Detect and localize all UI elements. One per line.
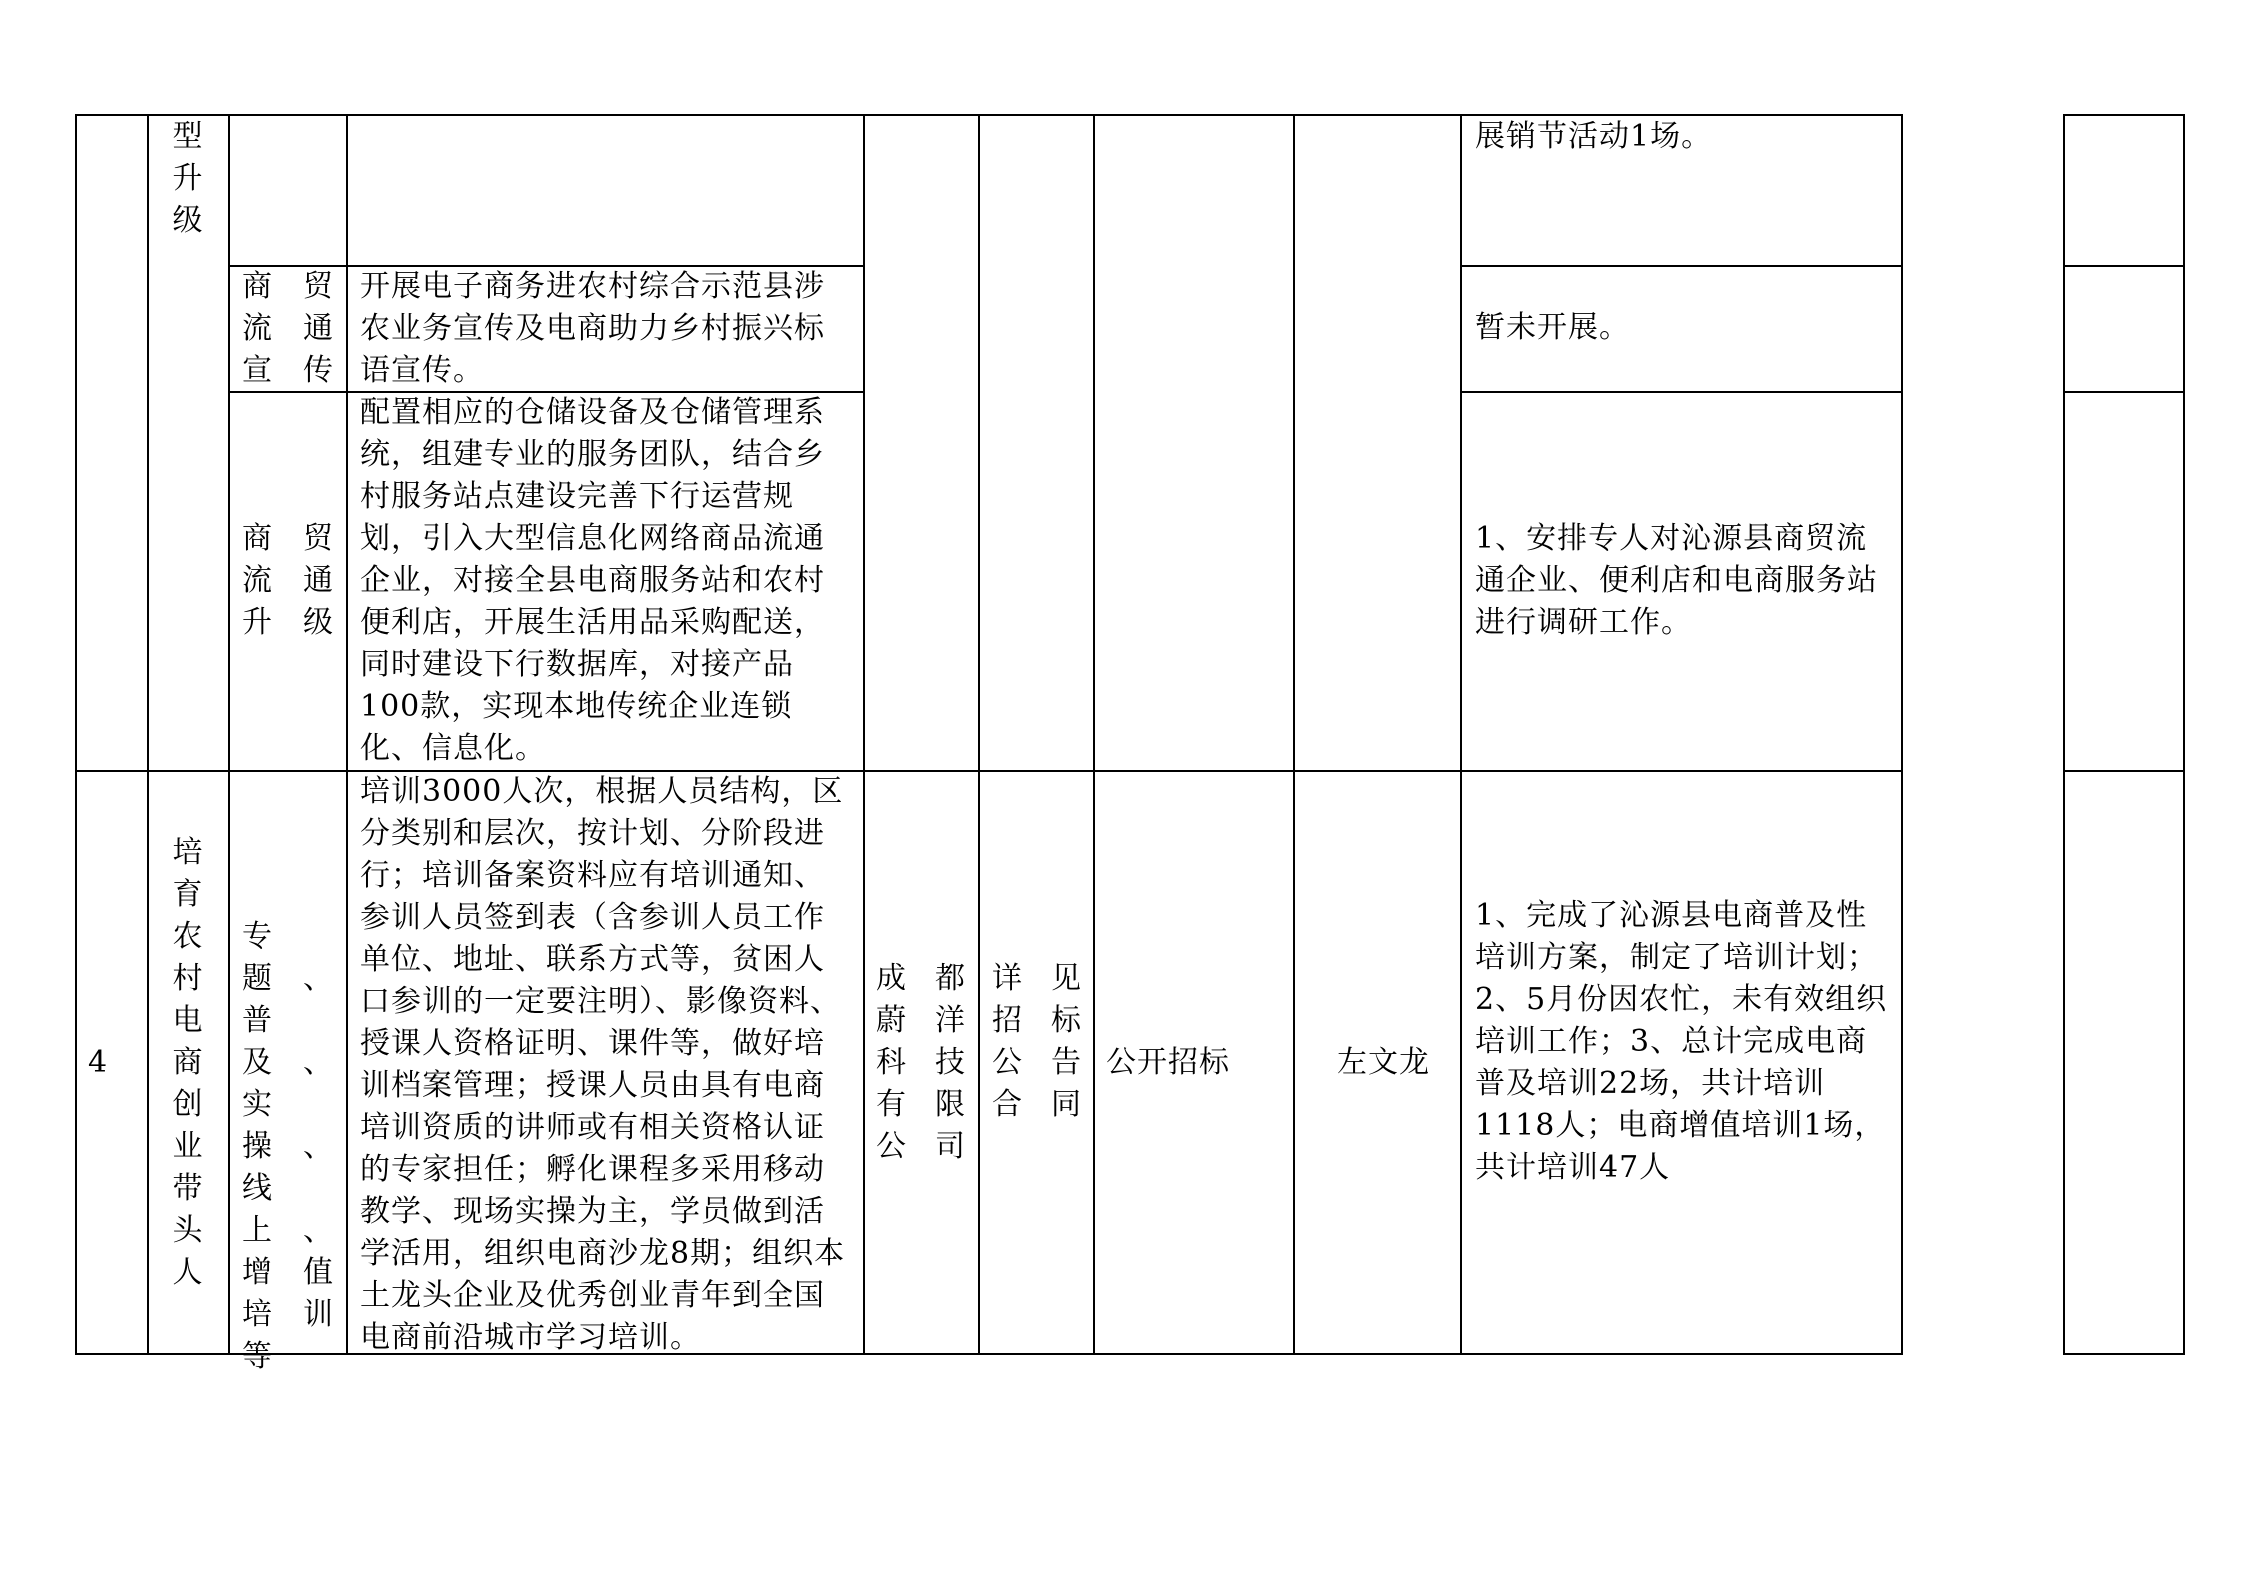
- row-line: [1460, 391, 1903, 393]
- col-line: [978, 114, 980, 1355]
- col-line: [1293, 114, 1295, 1355]
- col-line: [1093, 114, 1095, 1355]
- sub-item-cell: 商贸流通升级: [242, 521, 334, 640]
- content-cell: 开展电子商务进农村综合示范县涉农业务宣传及电商助力乡村振兴标语宣传。: [360, 269, 825, 388]
- row-line: [1460, 265, 1903, 267]
- row-number: 4: [88, 1045, 109, 1080]
- col-line: [863, 114, 865, 1355]
- progress-cell: 暂未开展。: [1475, 310, 1630, 345]
- sub-item-cell: 专题、普及、实操、线上、增值培训等: [242, 919, 334, 1374]
- progress-cell: 展销节活动1场。: [1475, 119, 1713, 154]
- side-row-line: [2063, 265, 2185, 267]
- content-cell: 培训3000人次，根据人员结构，区分类别和层次，按计划、分阶段进行；培训备案资料应有培训通知、参训人员签到表（含参训人员工作单位、地址、联系方式等，贫困人口参训的一定要注明）、影像资料、授课人资格证明、课件等，做好培训档案管理；授课人员由具有电商培训资质的讲师或有相关资格认证的专家担任；孵化课程多采用移动教学、现场实操为主，学员做到活学活用，组织电商沙龙8期；组织本土龙头企业及优秀创业青年到全国电商前沿城市学习培训。: [360, 774, 846, 1355]
- side-row-line: [2063, 391, 2185, 393]
- col-line: [147, 114, 149, 1355]
- person-cell: 左文龙: [1337, 1045, 1430, 1080]
- side-table: [2063, 114, 2185, 1355]
- side-row-line: [2063, 770, 2185, 772]
- category-cell: 培 育 农 村 电 商 创 业 带 头 人: [172, 835, 204, 1290]
- category-cell: 型 升 级: [172, 119, 204, 238]
- amount-cell: 详见招标公告合同: [992, 961, 1082, 1122]
- progress-cell: 1、安排专人对沁源县商贸流通企业、便利店和电商服务站进行调研工作。: [1475, 521, 1878, 640]
- col-line: [346, 114, 348, 1355]
- company-cell: 成都蔚洋科技有限公司: [876, 961, 966, 1164]
- col-line: [228, 114, 230, 1355]
- row-divider: [75, 770, 1903, 772]
- sub-item-cell: 商贸流通宣传: [242, 269, 334, 388]
- progress-cell: 1、完成了沁源县电商普及性培训方案，制定了培训计划；2、5月份因农忙，未有效组织培训工作；3、总计完成电商普及培训22场，共计培训1118人；电商增值培训1场，共计培训47人: [1475, 898, 1888, 1185]
- content-cell: 配置相应的仓储设备及仓储管理系统，组建专业的服务团队，结合乡村服务站点建设完善下行运营规划，引入大型信息化网络商品流通企业，对接全县电商服务站和农村便利店，开展生活用品采购配送，同时建设下行数据库，对接产品100款，实现本地传统企业连锁化、信息化。: [360, 395, 825, 766]
- col-line: [1460, 114, 1462, 1355]
- method-cell: 公开招标: [1106, 1045, 1230, 1080]
